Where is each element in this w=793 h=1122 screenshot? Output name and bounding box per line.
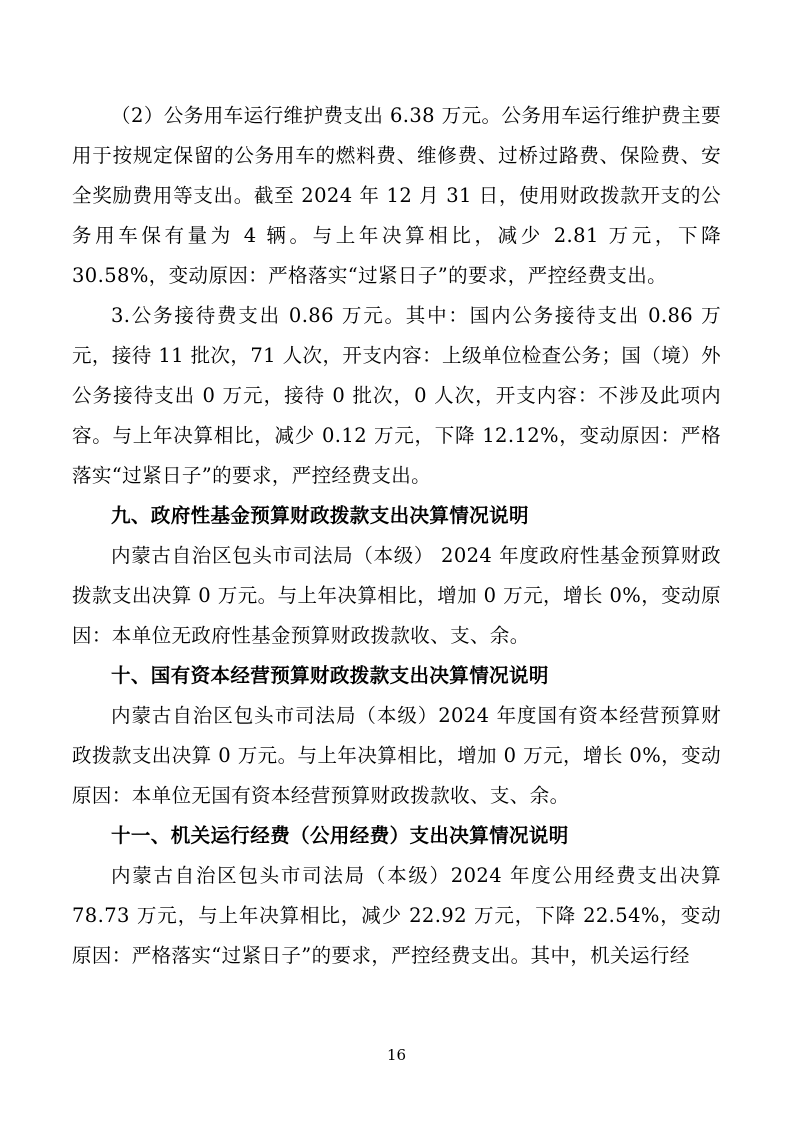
para-government-fund-budget: 内蒙古自治区包头市司法局（本级） 2024 年度政府性基金预算财政拨款支出决算 0 万元。与上年决算相比，增加 0 万元，增长 0%，变动原因：本单位无政府性基金预算财政拨款收、支、余。 (72, 544, 721, 647)
para-agency-operating-expenses: 内蒙古自治区包头市司法局（本级）2024 年度公用经费支出决算 78.73 万元，与上年决算相比，减少 22.92 万元，下降 22.54%，变动原因：严格落实“过紧日子”的要求，严控经费支出。其中，机关运行经 (72, 864, 721, 967)
heading-agency-operating-expenses: 十一、机关运行经费（公用经费）支出决算情况说明 (111, 824, 569, 847)
heading-state-capital-budget: 十、国有资本经营预算财政拨款支出决算情况说明 (111, 664, 549, 687)
heading-government-fund-budget: 九、政府性基金预算财政拨款支出决算情况说明 (111, 504, 529, 527)
para-official-reception-cost: 3.公务接待费支出 0.86 万元。其中：国内公务接待支出 0.86 万元，接待 11 批次，71 人次，开支内容：上级单位检查公务；国（境）外公务接待支出 0 万元，接待 0 批次，0 人次，开支内容：不涉及此项内容。与上年决算相比，减少 0.12 万元，下降 12.12%，变动原因：严格落实“过紧日子”的要求，严控经费支出。 (72, 304, 721, 487)
page-number: 16 (386, 1046, 407, 1064)
para-state-capital-budget: 内蒙古自治区包头市司法局（本级）2024 年度国有资本经营预算财政拨款支出决算 0 万元。与上年决算相比，增加 0 万元，增长 0%，变动原因：本单位无国有资本经营预算财政拨款收、支、余。 (72, 704, 721, 807)
document-body (72, 96, 721, 976)
para-vehicle-operation-cost: （2）公务用车运行维护费支出 6.38 万元。公务用车运行维护费主要用于按规定保留的公务用车的燃料费、维修费、过桥过路费、保险费、安全奖励费用等支出。截至 2024 年 12 月 31 日，使用财政拨款开支的公务用车保有量为 4 辆。与上年决算相比，减少 2.81 万元，下降 30.58%，变动原因：严格落实“过紧日子”的要求，严控经费支出。 (72, 104, 721, 287)
